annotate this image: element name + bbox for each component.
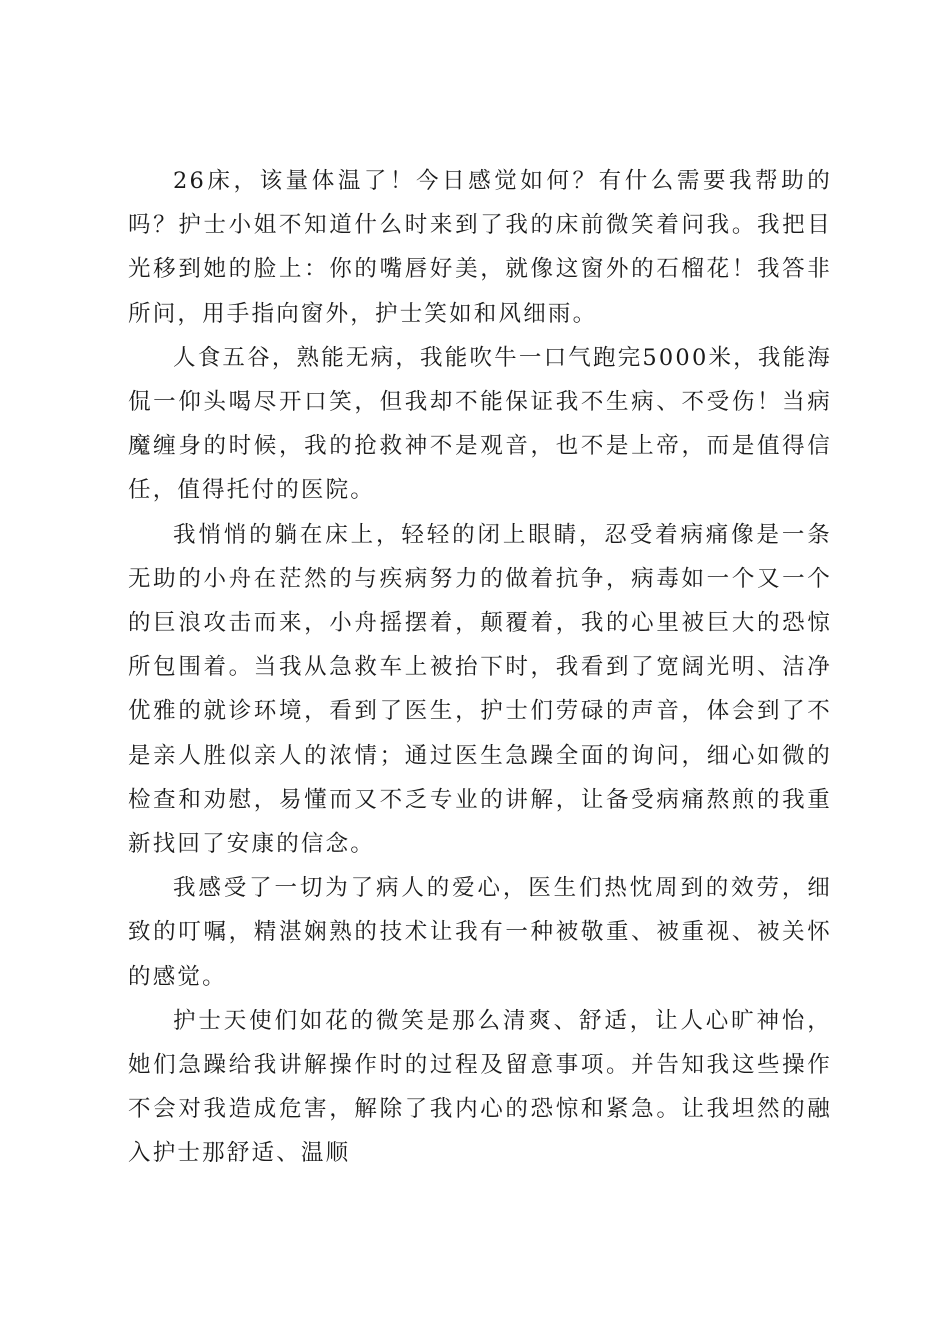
paragraph-1: 26床，该量体温了！今日感觉如何？有什么需要我帮助的吗？护士小姐不知道什么时来到了我的床前微笑着问我。我把目光移到她的脸上：你的嘴唇好美，就像这窗外的石榴花！我答非所问，用手指向窗外，护士笑如和风细雨。	[128, 168, 832, 327]
paragraph-2: 人食五谷，熟能无病，我能吹牛一口气跑完5000米，我能海侃一仰头喝尽开口笑，但我却不能保证我不生病、不受伤！当病魔缠身的时候，我的抢救神不是观音，也不是上帝，而是值得信任，值得托付的医院。	[128, 344, 832, 504]
document-body	[128, 159, 832, 1176]
paragraph-5: 护士天使们如花的微笑是那么清爽、舒适，让人心旷神怡，她们急躁给我讲解操作时的过程及留意事项。并告知我这些操作不会对我造成危害，解除了我内心的恐惊和紧急。让我坦然的融入护士那舒适、温顺	[128, 1007, 832, 1167]
paragraph-4: 我感受了一切为了病人的爱心，医生们热忱周到的效劳，细致的叮嘱，精湛娴熟的技术让我有一种被敬重、被重视、被关怀的感觉。	[128, 875, 832, 990]
paragraph-3: 我悄悄的躺在床上，轻轻的闭上眼睛，忍受着病痛像是一条无助的小舟在茫然的与疾病努力的做着抗争，病毒如一个又一个的巨浪攻击而来，小舟摇摆着，颠覆着，我的心里被巨大的恐惊所包围着。当我从急救车上被抬下时，我看到了宽阔光明、洁净优雅的就诊环境，看到了医生，护士们劳碌的声音，体会到了不是亲人胜似亲人的浓情；通过医生急躁全面的询问，细心如微的检查和劝慰，易懂而又不乏专业的讲解，让备受病痛熬煎的我重新找回了安康的信念。	[128, 521, 832, 858]
